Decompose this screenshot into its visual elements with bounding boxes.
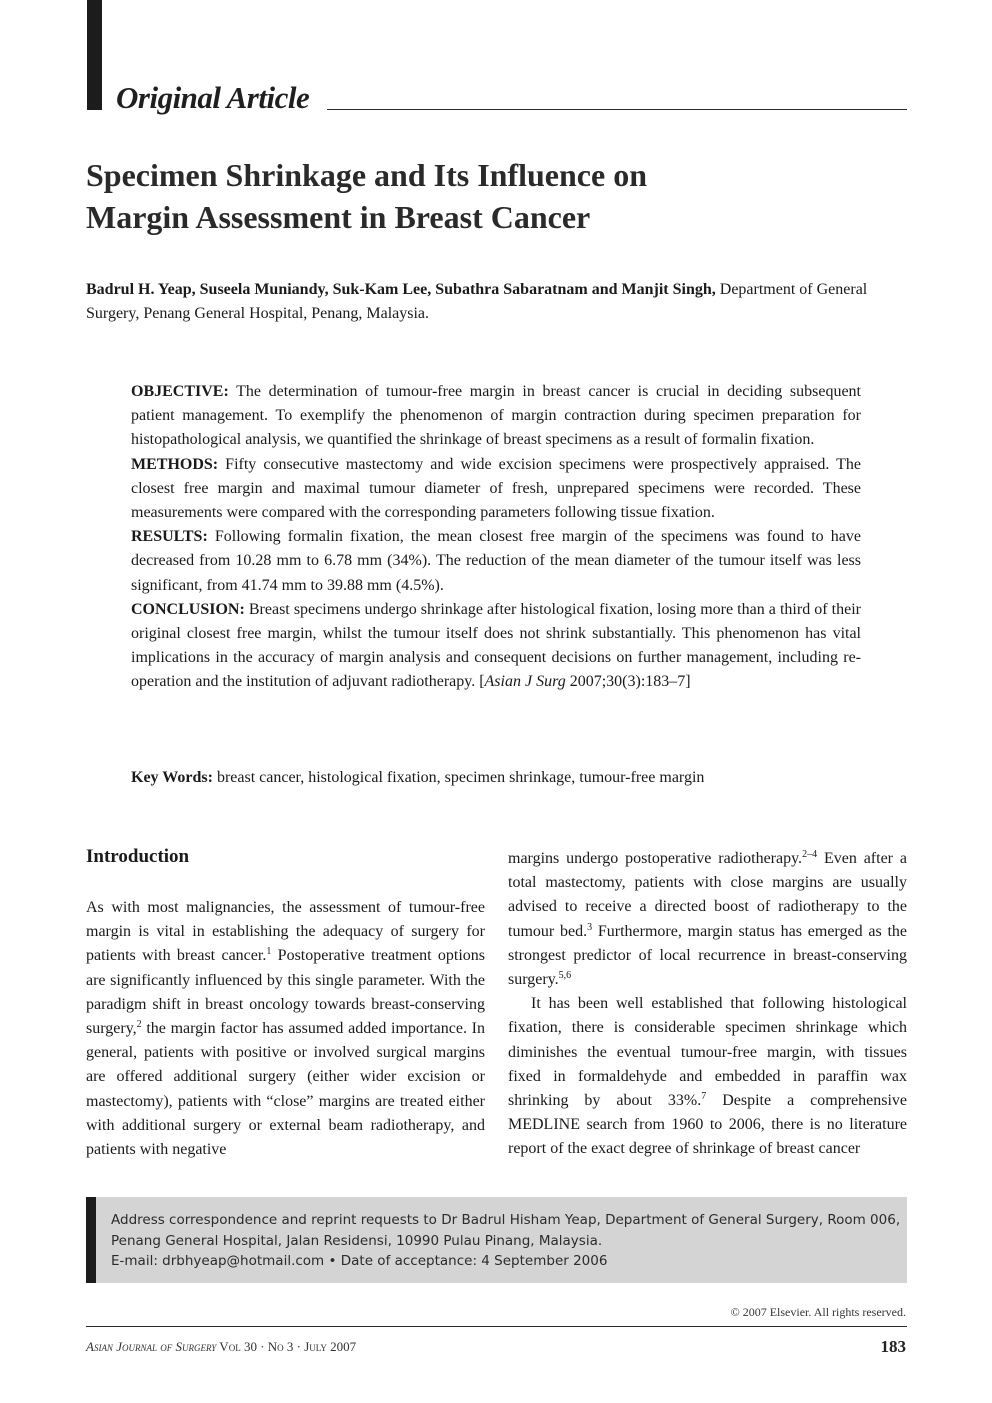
results-label: RESULTS:	[131, 528, 208, 546]
correspondence-text	[111, 1210, 901, 1272]
reference-1: 1	[266, 946, 272, 958]
conclusion-label: CONCLUSION:	[131, 600, 245, 618]
objective-label: OBJECTIVE:	[131, 383, 229, 400]
body-column-left	[86, 896, 485, 1162]
body-column-right	[508, 847, 907, 1162]
journal-name: Asian Journal of Surgery	[86, 1339, 217, 1354]
reference-7: 7	[701, 1091, 707, 1103]
page-number: 183	[880, 1337, 906, 1356]
intro-text: Postoperative treatment options are significantly influenced by this single parameter. With the paradigm shift in breast oncology towards breast-conserving surgery,	[86, 947, 486, 1038]
intro-text: Even after a total mastectomy, patients with close margins are usually advised to receive a directed boost of radiotherapy to the tumour bed.	[508, 850, 908, 940]
correspondence-line-2: Penang General Hospital, Jalan Residensi, 10990 Pulau Pinang, Malaysia.	[111, 1232, 603, 1249]
methods-label: METHODS:	[131, 455, 219, 473]
methods-text: Fifty consecutive mastectomy and wide excision specimens were prospectively appraised. The closest free margin and maximal tumour diameter of fresh, unprepared specimens were recorded. These measurements were compared with the corresponding parameters following tissue fixation.	[131, 455, 861, 522]
intro-text: As with most malignancies, the assessment of tumour-free margin is vital in establishing the adequacy of surgery for patients with breast cancer.	[86, 899, 485, 965]
abstract	[131, 380, 861, 695]
reference-5-6: 5,6	[558, 970, 572, 982]
footer-rule	[86, 1326, 907, 1327]
volume-info: Vol 30 · No 3 · July 2007	[216, 1339, 357, 1354]
correspondence-line-3: E-mail: drbhyeap@hotmail.com • Date of acceptance: 4 September 2006	[111, 1253, 608, 1269]
title-line-2: Margin Assessment in Breast Cancer	[86, 199, 591, 235]
abstract-conclusion	[131, 598, 861, 695]
objective-text: The determination of tumour-free margin in breast cancer is crucial in deciding subsequent patient management. To exemplify the phenomenon of margin contraction during specimen preparation for histopathological analysis, we quantified the shrinkage of breast specimens as a result of formalin fixation.	[131, 383, 861, 449]
title-line-1: Specimen Shrinkage and Its Influence on	[86, 157, 647, 193]
intro-paragraph-1-cont	[508, 847, 907, 992]
author-block	[86, 278, 908, 326]
intro-text: Furthermore, margin status has emerged as the strongest predictor of local recurrence in breast-conserving surgery.	[508, 922, 907, 989]
citation-rest: 2007;30(3):183–7]	[565, 673, 691, 691]
abstract-objective	[131, 380, 861, 453]
citation-journal: Asian J Surg	[484, 673, 566, 691]
correspondence-bar	[86, 1197, 96, 1283]
section-label: Original Article	[116, 80, 310, 115]
intro-text: the margin factor has assumed added importance. In general, patients with positive or involved surgical margins are offered additional surgery (either wider excision or mastectomy), patients with “close” margins are treated either with additional surgery or external beam radiotherapy, and patients with negative	[86, 1020, 485, 1159]
journal-footer	[86, 1339, 356, 1355]
reference-2: 2	[136, 1019, 142, 1031]
abstract-results	[131, 525, 861, 598]
intro-paragraph-2	[508, 992, 907, 1161]
keywords-text: breast cancer, histological fixation, specimen shrinkage, tumour-free margin	[212, 769, 705, 786]
intro-paragraph-1	[86, 896, 485, 1162]
author-affiliation: Department of General Surgery, Penang General Hospital, Penang, Malaysia.	[86, 281, 868, 322]
article-title	[86, 154, 906, 238]
reference-2-4: 2–4	[802, 849, 818, 860]
author-names: Badrul H. Yeap, Suseela Muniandy, Suk-Kam Lee, Subathra Sabaratnam and Manjit Singh,	[86, 281, 716, 298]
keywords-label: Key Words:	[131, 769, 213, 786]
reference-3: 3	[587, 921, 593, 933]
intro-text: It has been well established that following histological fixation, there is considerable specimen shrinkage which diminishes the eventual tumour-free margin, with tissues fixed in formaldehyde and embedded in paraffin wax shrinking by about 33%.	[508, 995, 907, 1110]
conclusion-text: Breast specimens undergo shrinkage after histological fixation, losing more than a third of their original closest free margin, whilst the tumour itself does not shrink substantially. This phenomenon has vital implications in the accuracy of margin analysis and consequent decisions on further management, including re-operation and the institution of adjuvant radiotherapy. [	[131, 600, 861, 691]
results-text: Following formalin fixation, the mean closest free margin of the specimens was found to have decreased from 10.28 mm to 6.78 mm (34%). The reduction of the mean diameter of the tumour itself was less significant, from 41.74 mm to 39.88 mm (4.5%).	[131, 528, 861, 594]
header-side-bar	[87, 0, 102, 110]
intro-text: margins undergo postoperative radiotherapy.	[508, 850, 803, 867]
abstract-methods	[131, 453, 861, 526]
correspondence-box	[86, 1197, 907, 1283]
header-rule	[327, 109, 907, 110]
intro-text: Despite a comprehensive MEDLINE search from 1960 to 2006, there is no literature report of the exact degree of shrinkage of breast cancer	[508, 1092, 908, 1158]
keywords	[131, 766, 891, 790]
introduction-heading: Introduction	[86, 846, 190, 867]
copyright-notice: © 2007 Elsevier. All rights reserved.	[730, 1305, 906, 1319]
correspondence-line-1: Address correspondence and reprint requests to Dr Badrul Hisham Yeap, Department of General Surgery, Room 006,	[111, 1212, 901, 1228]
